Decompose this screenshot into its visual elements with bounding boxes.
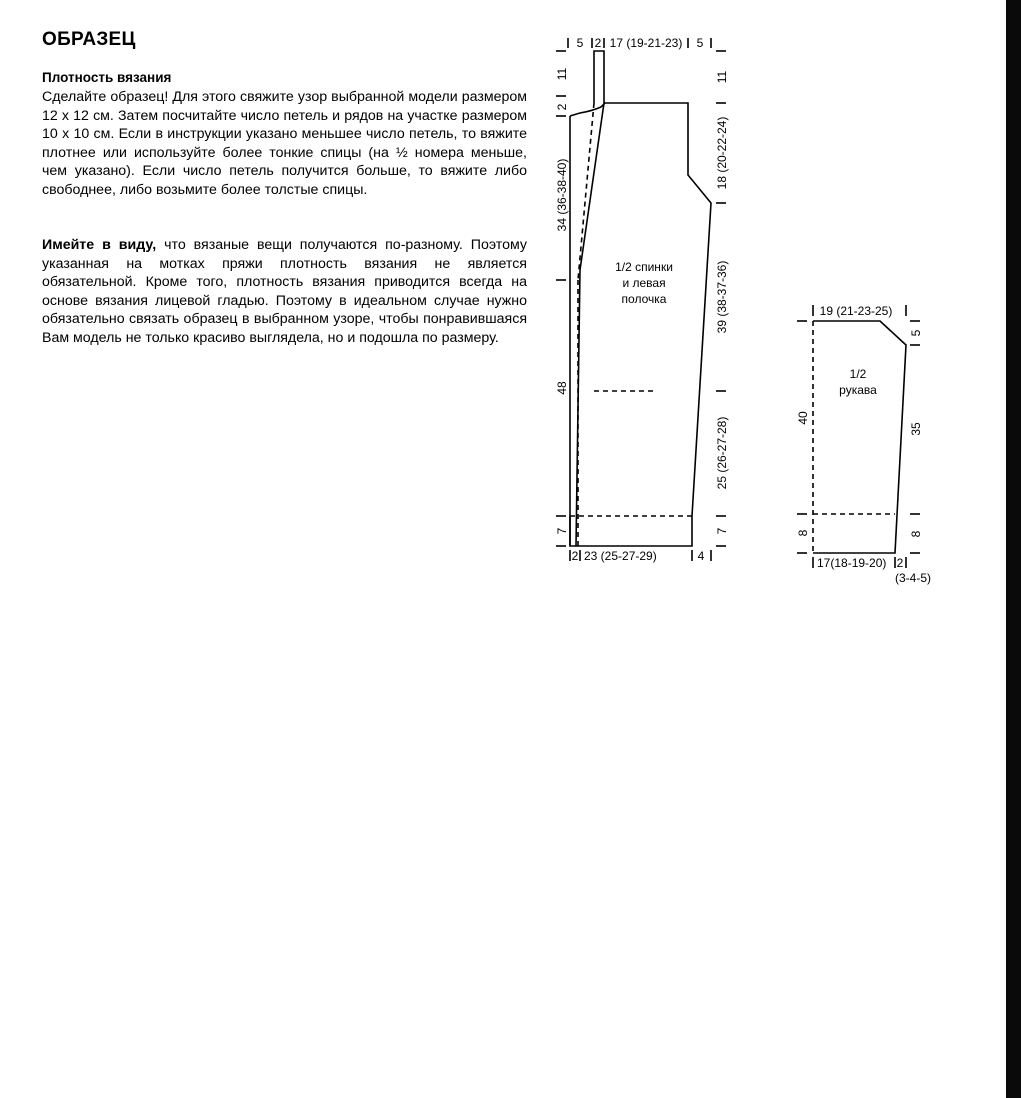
hem-outline bbox=[570, 516, 692, 546]
top-dim-label: 2 bbox=[594, 36, 602, 50]
collar-strip-outline bbox=[594, 51, 604, 103]
right-dim-label: 7 bbox=[715, 527, 729, 535]
top-dim-label: 5 bbox=[696, 36, 704, 50]
sleeve-bottom-dim-label: 2 bbox=[896, 556, 904, 570]
top-dim-label: 5 bbox=[576, 36, 584, 50]
body-piece-label: и левая bbox=[622, 276, 666, 290]
top-dim-label: 17 (19-21-23) bbox=[609, 36, 683, 50]
bottom-dim-label: 4 bbox=[697, 549, 705, 563]
sleeve-bottom-dim-label: 17(18-19-20) bbox=[817, 556, 887, 570]
sleeve-top-dim-label: 19 (21-23-25) bbox=[819, 304, 893, 318]
left-dim-label: 2 bbox=[555, 103, 569, 111]
body-pattern-diagram bbox=[555, 36, 729, 563]
sleeve-left-dim-label: 40 bbox=[796, 411, 810, 425]
bottom-dim-label: 23 (25-27-29) bbox=[584, 549, 657, 563]
right-dim-label: 39 (38-37-36) bbox=[715, 260, 729, 334]
left-dim-label: 7 bbox=[555, 527, 569, 535]
sleeve-outline bbox=[813, 321, 906, 553]
body-piece-label: полочка bbox=[621, 292, 667, 306]
sleeve-pattern-diagram bbox=[796, 304, 931, 585]
right-dim-label: 11 bbox=[715, 70, 729, 84]
page-heading: ОБРАЗЕЦ bbox=[42, 29, 136, 50]
page-edge-bar bbox=[1006, 0, 1021, 1098]
gauge-paragraph: Сделайте образец! Для этого свяжите узор выбранной модели размером 12 х 12 см. Затем посчитайте число петель и рядов на участке размером 10 х 10 см. Если в инструкции указано меньшее число петель, то вяжите плотнее или используйте более тонкие спицы (на ½ номера меньше, чем указано). Если число петель получится больше, то вяжите либо свободнее, либо возьмите более толстые спицы. bbox=[42, 89, 527, 198]
sleeve-right-dim-label: 35 bbox=[909, 422, 923, 436]
lapel-line bbox=[580, 103, 604, 270]
body-outline bbox=[570, 103, 711, 516]
sleeve-bottom-dim-label: (3-4-5) bbox=[894, 571, 932, 585]
gauge-title: Плотность вязания bbox=[42, 70, 172, 85]
body-piece-label: 1/2 спинки bbox=[615, 260, 673, 274]
bottom-dim-label: 2 bbox=[571, 549, 579, 563]
left-dim-label: 11 bbox=[555, 67, 569, 81]
right-dim-label: 18 (20-22-24) bbox=[715, 116, 729, 190]
note-text: что вязаные вещи получаются по-разному. Поэтому указанная на мотках пряжи плотность вязания не является обязательной. Кроме того, плотность вязания приводится всегда на основе вязания лицевой гладью. Поэтому в идеальном случае нужно обязательно связать образец в выбранном узоре, чтобы понравившаяся Вам модель не только красиво выглядела, но и подошла по размеру. bbox=[42, 237, 527, 346]
note-lead: Имейте в виду, bbox=[42, 237, 157, 253]
sleeve-piece-label: рукава bbox=[839, 383, 877, 397]
sleeve-right-dim-label: 5 bbox=[909, 329, 923, 337]
left-dim-label: 34 (36-38-40) bbox=[555, 158, 569, 232]
sleeve-left-dim-label: 8 bbox=[796, 529, 810, 537]
right-dim-label: 25 (26-27-28) bbox=[715, 416, 729, 490]
sleeve-piece-label: 1/2 bbox=[849, 367, 867, 381]
left-dim-label: 48 bbox=[555, 381, 569, 395]
sleeve-right-dim-label: 8 bbox=[909, 530, 923, 538]
